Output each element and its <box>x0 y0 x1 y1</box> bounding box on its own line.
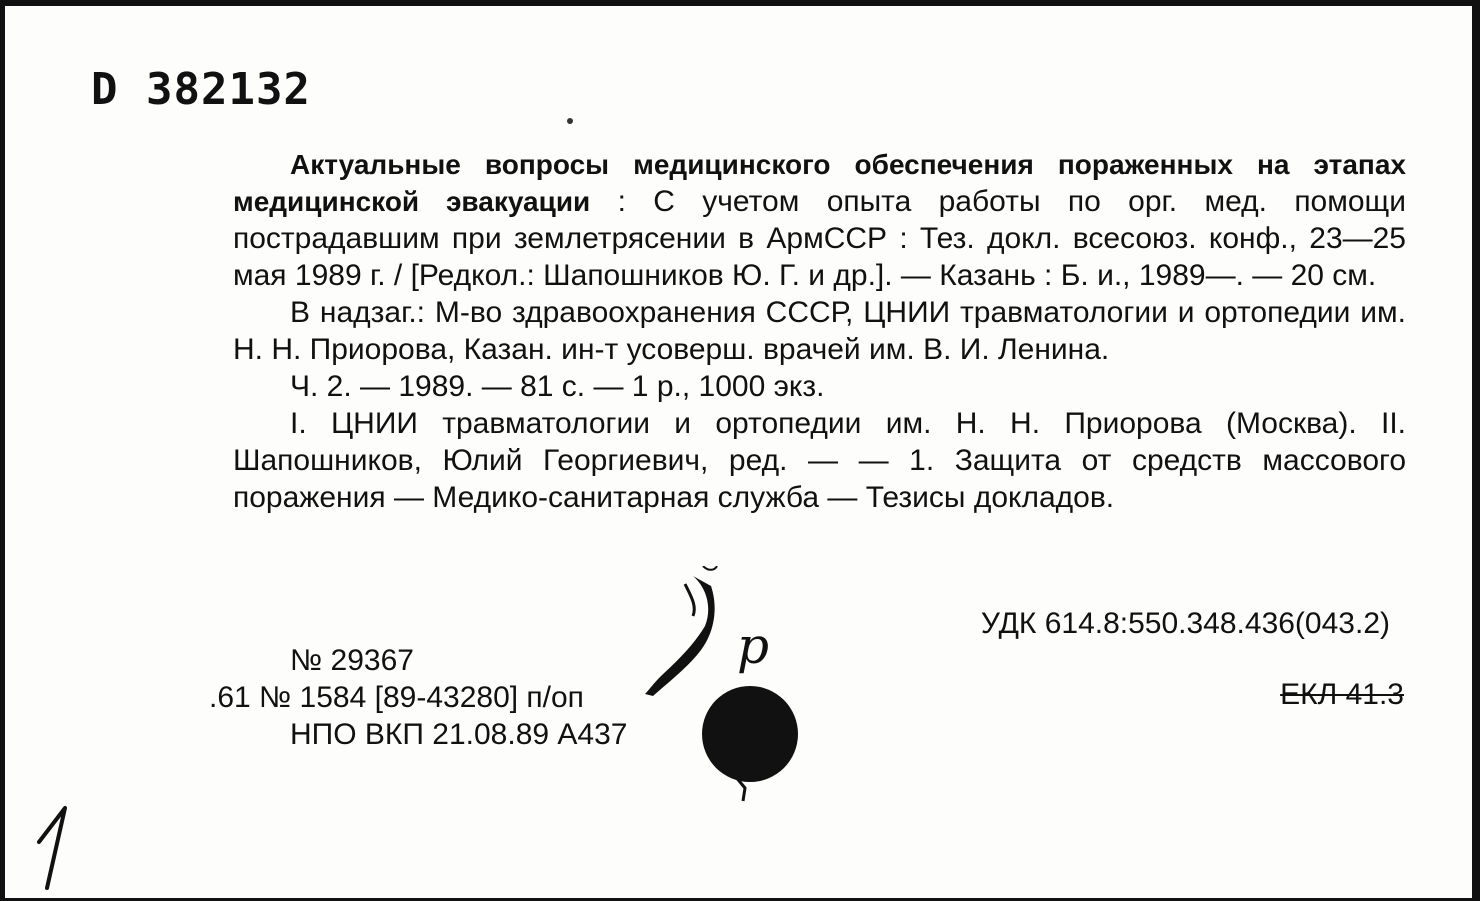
card-footer <box>209 642 628 753</box>
note-paragraph: В надзаг.: М-во здравоохранения СССР, ЦНИИ травматологии и ортопедии им. Н. Н. Приорова, Казан. ин-т усоверш. врачей им. В. И. Ленина. <box>233 296 1406 366</box>
tracings-paragraph: I. ЦНИИ травматологии и ортопедии им. Н. Н. Приорова (Москва). II. Шапошников, Юлий Георгиевич, ред. — — 1. Защита от средств массового поражения — Медико-санитарная служба — Тезисы докладов. <box>233 407 1406 514</box>
part-paragraph: Ч. 2. — 1989. — 81 с. — 1 р., 1000 экз. <box>290 370 825 403</box>
title-rest: : С учетом опыта работы по орг. мед. помощи пострадавшим при землетрясении в АрмССР : Тез. докл. всесоюз. конф., 23—25 мая 1989 г. / [Редкол.: Шапошников Ю. Г. и др.]. — Казань : Б. и., 1989—. — 20 см. <box>233 185 1406 292</box>
call-number: D 382132 <box>91 64 311 115</box>
order-line: .61 № 1584 [89-43280] п/оп <box>209 681 584 714</box>
card-body <box>233 146 1406 516</box>
ink-stamp-mark-icon <box>605 566 825 826</box>
title-paragraph <box>233 146 1406 294</box>
npo-line: НПО ВКП 21.08.89 А437 <box>290 718 628 751</box>
accession-number: № 29367 <box>290 644 414 677</box>
handwritten-digit-icon <box>25 802 85 892</box>
udk-code: УДК 614.8:550.348.436(043.2) <box>980 607 1390 640</box>
ekl-code: ЕКЛ 41.3 <box>1280 678 1404 711</box>
handwritten-letter: р <box>737 617 770 675</box>
ink-dot <box>567 118 573 124</box>
title-bold: Актуальные вопросы медицинского обеспечения пораженных на этапах медицинской эвакуации <box>233 149 1406 217</box>
